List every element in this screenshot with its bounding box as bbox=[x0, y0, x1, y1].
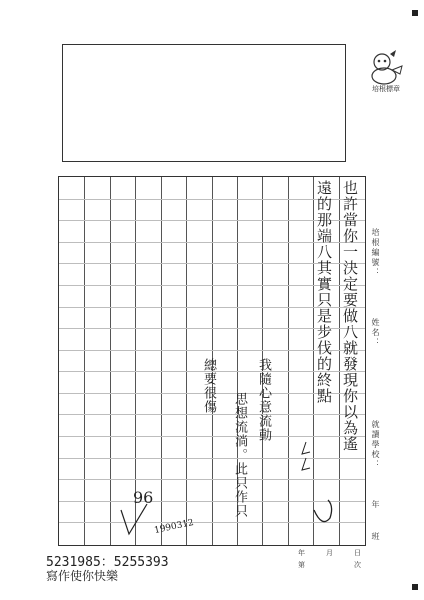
grade-label: 年 bbox=[371, 500, 380, 510]
composition-column-1: 也許當你一決定要做八就發現你以為遙 bbox=[341, 180, 359, 452]
grid-column-line bbox=[161, 177, 162, 545]
session-label: 第 bbox=[298, 561, 305, 569]
score-check-icon bbox=[115, 500, 155, 540]
date-note: 1990312 bbox=[153, 517, 195, 537]
session-suffix: 次 bbox=[354, 561, 361, 569]
grid-column-line bbox=[84, 177, 85, 545]
grid-row-line bbox=[59, 414, 365, 415]
date-label-month: 月 bbox=[326, 549, 333, 557]
composition-column-4: 思想流淌。此只作只 bbox=[232, 392, 247, 518]
grid-column-line bbox=[110, 177, 111, 545]
grid-column-line bbox=[288, 177, 289, 545]
class-label: 班 bbox=[371, 532, 380, 542]
id-label: 培根編號： bbox=[371, 228, 380, 278]
name-label: 姓名： bbox=[371, 318, 380, 348]
grid-column-line bbox=[186, 177, 187, 545]
registration-mark bbox=[412, 10, 418, 16]
school-label: 就讀學校： bbox=[371, 420, 380, 470]
footer-phone: 5231985：5255393 bbox=[46, 555, 169, 570]
composition-column-2: 遠的那端八其實只是步伐的終點 bbox=[315, 180, 333, 404]
illustration-box bbox=[62, 44, 346, 162]
composition-column-5: 總要很傷 bbox=[201, 358, 216, 414]
date-label-day: 日 bbox=[354, 549, 361, 557]
registration-mark bbox=[412, 584, 418, 590]
footer-slogan: 寫作使你快樂 bbox=[46, 569, 119, 583]
composition-column-3: 我隨心意流動 bbox=[256, 358, 271, 442]
logo-caption: 培根標章 bbox=[372, 85, 400, 93]
date-label-year: 年 bbox=[298, 549, 305, 557]
score-mark: 96 bbox=[133, 488, 154, 507]
checkmark-icon bbox=[300, 430, 340, 540]
